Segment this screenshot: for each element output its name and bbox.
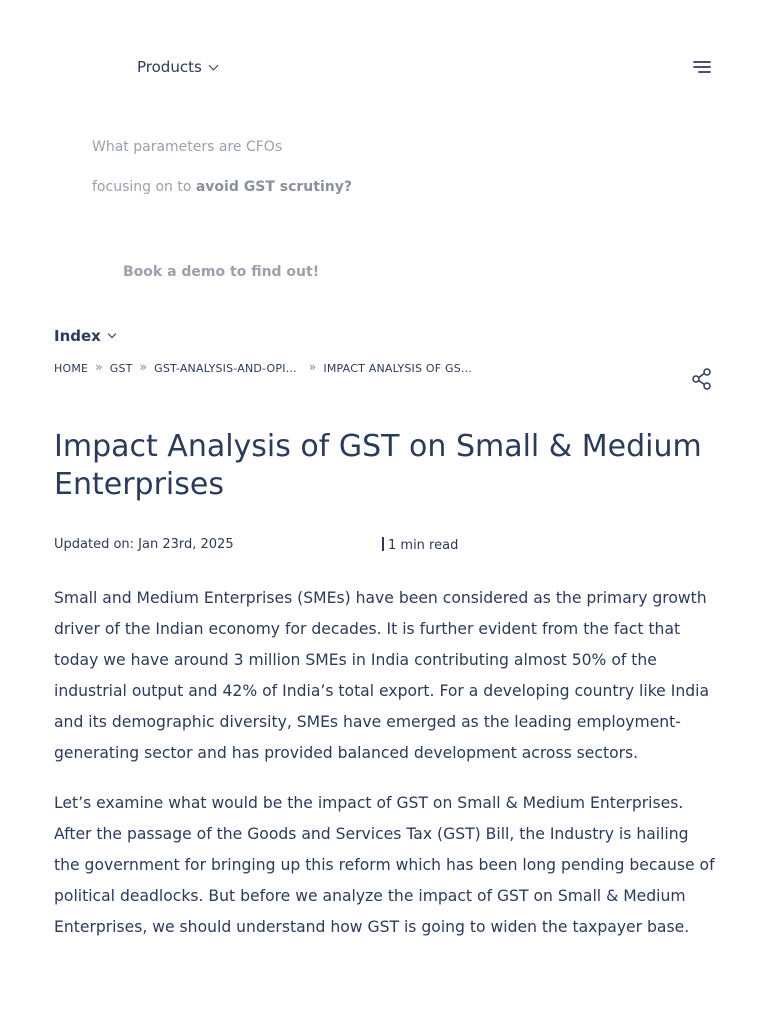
promo-line2-prefix: focusing on to [92,179,196,195]
meta-divider [382,537,384,551]
article-paragraph: Small and Medium Enterprises (SMEs) have been considered as the primary growth driver of the Indian economy for decades. It is further evident from the fact that today we have around 3 million SMEs in India contributing almost 50% of the industrial output and 42% of India’s total export. For a developing country like India and its demographic diversity, SMEs have emerged as the leading employment-generating sector and has provided balanced development across sectors. [54,589,709,762]
read-time [382,537,458,553]
breadcrumb-home[interactable]: HOME [54,361,89,375]
chevron-down-icon [108,330,116,338]
index-dropdown[interactable] [54,327,115,345]
article-title: Impact Analysis of GST on Small & Medium Enterprises [54,429,702,502]
site-header [0,0,768,120]
hamburger-menu-icon[interactable] [692,58,712,76]
products-label: Products [137,58,202,76]
promo-line2-emphasis: avoid GST scrutiny? [195,179,352,195]
article-paragraph: Let’s examine what would be the impact of GST on Small & Medium Enterprises. After the passage of the Goods and Services Tax (GST) Bill, the Industry is hailing the government for bringing up this reform which has been long pending because of political deadlocks. But before we analyze the impact of GST on Small & Medium Enterprises, we should understand how GST is going to widen the taxpayer base. [54,794,715,936]
promo-question-line1: What parameters are CFOs [92,139,283,155]
updated-date: Updated on: Jan 23rd, 2025 [54,537,234,552]
breadcrumb-gst[interactable]: GST [109,361,133,375]
breadcrumb-separator-icon: » [139,360,148,374]
breadcrumb-gst-analysis[interactable]: GST-ANALYSIS-AND-OPI… [154,361,297,375]
breadcrumb [54,361,472,375]
breadcrumb-current-page: IMPACT ANALYSIS OF GS… [323,361,473,375]
book-demo-link[interactable]: Book a demo to find out! [123,264,320,280]
index-label: Index [54,327,101,345]
products-menu[interactable] [137,58,217,76]
breadcrumb-separator-icon: » [308,360,317,374]
read-time-label: 1 min read [388,538,459,553]
share-icon[interactable] [691,367,713,391]
promo-question-line2 [92,179,352,195]
chevron-down-icon [208,60,218,70]
breadcrumb-separator-icon: » [95,360,103,374]
